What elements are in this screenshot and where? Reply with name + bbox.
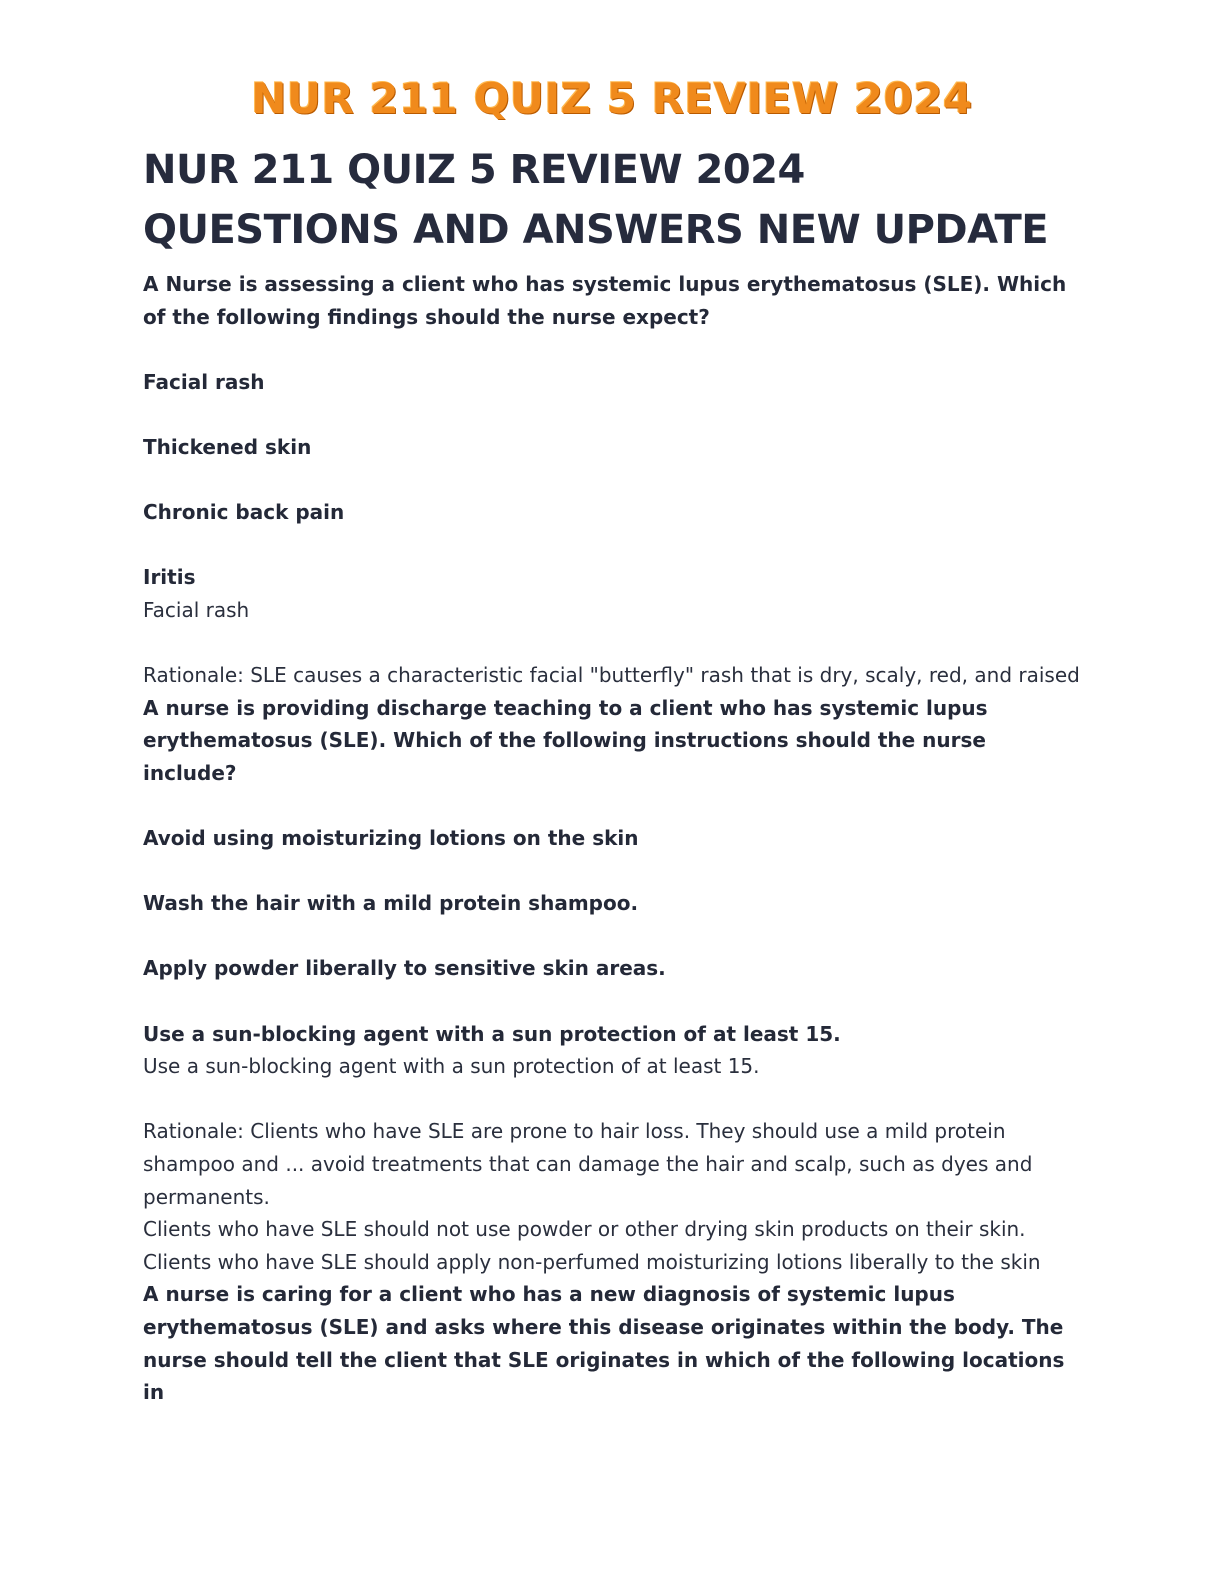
question-1: A Nurse is assessing a client who has systemic lupus erythematosus (SLE). Which of the following findings should the nurse expect? [143, 272, 1067, 329]
q1-answer: Facial rash [143, 597, 250, 622]
banner-title: NUR 211 QUIZ 5 REVIEW 2024 [251, 74, 973, 123]
q1-option-1: Facial rash [143, 369, 265, 394]
document-content [143, 140, 1083, 1409]
q1-option-2: Thickened skin [143, 434, 312, 459]
q2-option-3: Apply powder liberally to sensitive skin areas. [143, 956, 666, 981]
page-title-line-1: NUR 211 QUIZ 5 REVIEW 2024 [143, 147, 805, 193]
q2-answer: Use a sun-blocking agent with a sun protection of at least 15. [143, 1054, 760, 1079]
q2-option-4: Use a sun-blocking agent with a sun protection of at least 15. [143, 1021, 841, 1046]
page-title [143, 140, 1083, 260]
q2-option-2: Wash the hair with a mild protein shampoo. [143, 891, 639, 916]
qa-body [143, 268, 1083, 1409]
question-2: A nurse is providing discharge teaching to a client who has systemic lupus erythematosus (SLE). Which of the following instructions should the nurse include? [143, 695, 988, 785]
q1-rationale: Rationale: SLE causes a characteristic facial "butterfly" rash that is dry, scaly, red, and raised [143, 663, 1080, 688]
q2-rationale-1: Rationale: Clients who have SLE are prone to hair loss. They should use a mild protein shampoo and ... avoid treatments that can damage the hair and scalp, such as dyes and permanents. [143, 1119, 1033, 1209]
q2-rationale-2: Clients who have SLE should not use powder or other drying skin products on their skin. Clients who have SLE should apply non-perfumed moisturizing lotions liberally to the skin [143, 1217, 1041, 1274]
q1-option-3: Chronic back pain [143, 500, 345, 525]
question-3: A nurse is caring for a client who has a new diagnosis of systemic lupus erythematosus (SLE) and asks where this disease originates within the body. The nurse should tell the client that SLE originates in which of the following locations in [143, 1282, 1065, 1405]
q2-option-1: Avoid using moisturizing lotions on the skin [143, 826, 639, 851]
page-title-line-2: QUESTIONS AND ANSWERS NEW UPDATE [143, 207, 1049, 253]
q1-option-4: Iritis [143, 565, 196, 590]
